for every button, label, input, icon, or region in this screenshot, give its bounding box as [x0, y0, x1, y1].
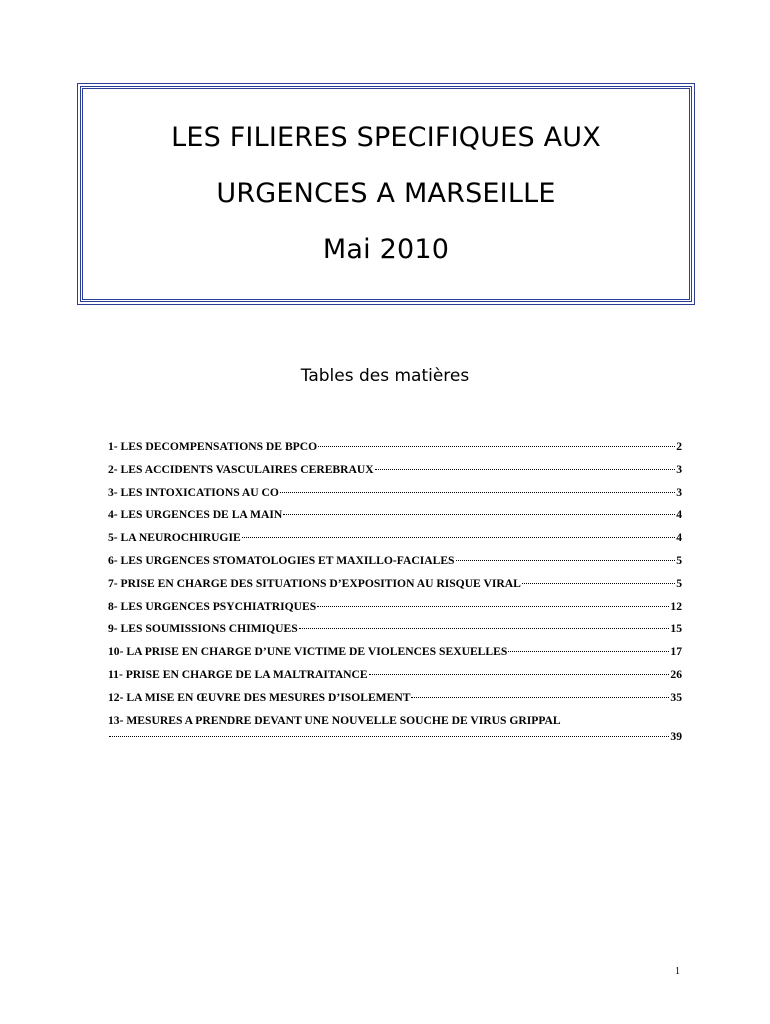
toc-entry-8[interactable]	[108, 599, 682, 622]
toc-entry-label: 9- LES SOUMISSIONS CHIMIQUES	[108, 622, 298, 636]
toc-entry-7[interactable]	[108, 576, 682, 599]
toc-entry-page: 12	[670, 599, 682, 613]
toc-entry-3[interactable]	[108, 485, 682, 508]
toc-entry-label: 3- LES INTOXICATIONS AU CO	[108, 485, 279, 499]
page-number: 1	[675, 966, 680, 977]
toc-entry-label: 12- LA MISE EN ŒUVRE DES MESURES D’ISOLEMENT	[108, 690, 411, 704]
toc-entry-5[interactable]	[108, 530, 682, 553]
toc-entry-page: 3	[676, 462, 682, 476]
dot-leader	[299, 628, 670, 629]
title-box	[80, 86, 692, 302]
dot-leader	[369, 674, 670, 675]
toc-entry-page: 15	[670, 622, 682, 636]
toc-entry-label: 11- PRISE EN CHARGE DE LA MALTRAITANCE	[108, 667, 368, 681]
toc-entry-1[interactable]	[108, 439, 682, 462]
toc-entry-2[interactable]	[108, 462, 682, 485]
title-box-inner	[83, 89, 689, 299]
toc-entry-6[interactable]	[108, 553, 682, 576]
dot-leader	[522, 583, 675, 584]
toc-entry-label: 10- LA PRISE EN CHARGE D’UNE VICTIME DE VIOLENCES SEXUELLES	[108, 645, 508, 659]
toc-entry-page: 17	[670, 645, 682, 659]
toc-entry-page: 5	[676, 576, 682, 590]
toc-entry-page: 4	[676, 508, 682, 522]
toc-entry-9[interactable]	[108, 621, 682, 644]
dot-leader	[109, 736, 669, 737]
dot-leader	[411, 697, 669, 698]
table-of-contents	[108, 439, 682, 747]
toc-entry-13[interactable]	[108, 713, 682, 747]
toc-entry-page: 2	[676, 440, 682, 453]
dot-leader	[242, 537, 676, 538]
dot-leader	[456, 560, 676, 561]
dot-leader	[318, 446, 675, 447]
document-date: Mai 2010	[322, 234, 450, 265]
toc-entry-continuation	[108, 729, 682, 747]
toc-entry-12[interactable]	[108, 690, 682, 713]
toc-entry-label: 6- LES URGENCES STOMATOLOGIES ET MAXILLO-FACIALES	[108, 553, 455, 567]
toc-entry-4[interactable]	[108, 507, 682, 530]
dot-leader	[317, 606, 669, 607]
toc-entry-10[interactable]	[108, 644, 682, 667]
toc-entry-page: 4	[676, 531, 682, 545]
document-title-line-2: URGENCES A MARSEILLE	[216, 178, 556, 209]
toc-entry-page: 26	[670, 667, 682, 681]
toc-entry-page: 5	[676, 553, 682, 567]
toc-entry-11[interactable]	[108, 667, 682, 690]
toc-entry-page: 35	[670, 690, 682, 704]
toc-entry-page: 3	[676, 485, 682, 499]
toc-entry-label: 8- LES URGENCES PSYCHIATRIQUES	[108, 599, 317, 613]
document-title-line-1: LES FILIERES SPECIFIQUES AUX	[171, 122, 601, 153]
toc-entry-label: 7- PRISE EN CHARGE DES SITUATIONS D’EXPOSITION AU RISQUE VIRAL	[108, 576, 521, 590]
dot-leader	[375, 469, 676, 470]
toc-entry-page: 39	[670, 729, 682, 743]
toc-entry-label: 1- LES DECOMPENSATIONS DE BPCO	[108, 440, 318, 453]
toc-entry-label: 2- LES ACCIDENTS VASCULAIRES CEREBRAUX	[108, 462, 374, 476]
toc-entry-label: 4- LES URGENCES DE LA MAIN	[108, 508, 283, 522]
dot-leader	[508, 651, 669, 652]
dot-leader	[283, 514, 675, 515]
dot-leader	[280, 492, 675, 493]
toc-entry-label: 13- MESURES A PRENDRE DEVANT UNE NOUVELLE SOUCHE DE VIRUS GRIPPAL	[108, 713, 561, 727]
toc-heading: Tables des matières	[300, 366, 470, 386]
toc-entry-label: 5- LA NEUROCHIRUGIE	[108, 531, 241, 545]
